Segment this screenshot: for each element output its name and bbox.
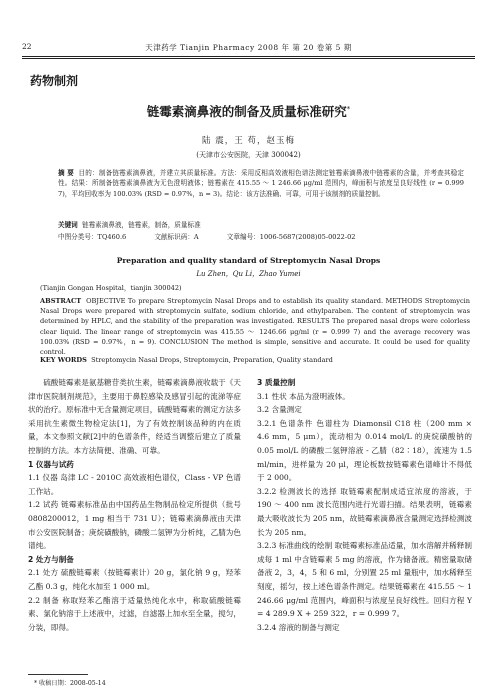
authors: 陆 震，王 苟，赵玉梅: [202, 136, 295, 146]
section-heading: 药物制剂: [30, 74, 79, 88]
journal-header: 天津药学 Tianjin Pharmacy 2008 年 第 20 卷第 5 期: [145, 43, 352, 52]
english-keywords-text: Streptomycin Nasal Drops, Streptomycin, Preparation, Quality standard: [91, 356, 333, 364]
paragraph-wavelength: 3.2.2 检测波长的选择 取链霉素配制成适宜浓度的溶液，于 190 ～ 400 nm 波长范围内进行光谱扫描。结果表明，链霉素最大吸收波长为 205 nm，故链霉素滴鼻液含量测定选择检测波长为 205 nm。: [257, 486, 472, 537]
abstract-cn-label: 摘 要: [58, 169, 74, 177]
abstract-cn: [58, 168, 464, 199]
heading-quality-control: 3 质量控制: [257, 378, 296, 387]
intro-paragraph: 硫酸链霉素是氨基糖苷类抗生素，链霉素滴鼻液收载于《天津市医院制剂规范》，主要用于鼻腔感染及感冒引起的流涕等症状的治疗。原标准中无含量测定项目，硫酸链霉素的测定方法多采用抗生素微生物检定法[1]，为了有效控制该品种的内在质量，本文参照文献[2]中的色谱条件，经适当调整后建立了质量控制的方法。本方法简便、准确、可靠。: [28, 378, 241, 455]
paragraph-preparation: 2.2 制备 称取羟苯乙酯溶于适量热纯化水中，称取硫酸链霉素、氯化钠溶于上述液中，过滤，自滤器上加水至全量，搅匀，分装，即得。: [28, 595, 241, 632]
paragraph-standard-curve: 3.2.3 标准曲线的绘制 取链霉素标准品适量，加水溶解并稀释制成每 1 ml 中含链霉素 5 mg 的溶液，作为储备液。精密量取储备液 2，3，4，5 和 6 ml，分别置 25 ml 量瓶中，加水稀释至刻度，摇匀，按上述色谱条件测定。结果链霉素在 415.55 ～ 1 246.66 μg/ml 范围内，峰面积与浓度呈良好线性。回归方程 Y = 4 289.9 X + 259 322，r = 0.999 7。: [257, 541, 472, 619]
article-title-text: 链霉素滴鼻液的制备及质量标准研究: [146, 104, 347, 119]
keywords-cn-label: 关键词: [58, 221, 78, 229]
english-abstract: [40, 296, 470, 357]
affiliation: (天津市公安医院，天津 300042): [196, 151, 301, 159]
paragraph-reagents: 1.2 试药 链霉素标准品由中国药品生物制品检定所提供（批号 0808200012，1 mg 相当于 731 U）；链霉素滴鼻液由天津市公安医院制备；庚烷磺酸钠，磷酸二氢钾为分析纯，乙腈为色谱纯。: [28, 500, 241, 551]
title-footnote-mark: *: [346, 104, 351, 113]
footnote: * 收稿日期：2008-05-14: [34, 680, 106, 687]
english-authors: Lu Zhen，Qu Li，Zhao Yumei: [196, 270, 301, 278]
paragraph-formula: 2.1 处方 硫酸链霉素（按链霉素计）20 g，氯化钠 9 g，羟苯乙酯 0.3 g，纯化水加至 1 000 ml。: [28, 568, 241, 591]
heading-instruments: 1 仪器与试药: [28, 459, 74, 469]
document-code: 文献标识码：A: [154, 233, 199, 241]
article-title: [40, 102, 457, 120]
paragraph-appearance: 3.1 性状 本品为澄明液体。: [257, 391, 350, 401]
classification-line: [58, 231, 464, 241]
english-abstract-label: ABSTRACT: [40, 297, 82, 305]
english-title: Preparation and quality standard of Streptomycin Nasal Drops: [116, 256, 381, 265]
footnote-rule: [28, 674, 88, 675]
body-left-column: [28, 376, 241, 634]
body-right-column: [257, 376, 472, 634]
heading-formulation: 2 处方与制备: [28, 554, 74, 564]
heading-assay: 3.2 含量测定: [257, 405, 302, 415]
english-abstract-text: OBJECTIVE To prepare Streptomycin Nasal Drops and to establish its quality standard. METHODS Streptomycin Nasal Drops were prepared with streptomycin sulfate, sodium chloride, and ethylparaben. The content of streptomycin was determined by HPLC, and the stability of the preparation was investigated. RESULTS The prepared nasal drops were colorless clear liquid. The linear range of streptomycin was 415.55 ～ 1246.66 μg/ml (r = 0.999 7) and the average recovery was 100.03% (RSD = 0.97%，n = 9). CONCLUSION The method is simple, sensitive and accurate. It could be used for quality control.: [40, 297, 470, 357]
keywords-cn: [58, 219, 464, 229]
english-keywords-label: KEY WORDS: [40, 356, 87, 364]
paragraph-instruments: 1.1 仪器 岛津 LC - 2010C 高效液相色谱仪，Class - VP 色谱工作站。: [28, 473, 241, 496]
english-affiliation: (Tianjin Gongan Hospital，tianjin 300042): [40, 284, 182, 292]
running-header: [22, 40, 475, 54]
clc-number: 中图分类号：TQ460.6: [58, 233, 127, 241]
header-rule-thin: [22, 58, 475, 59]
keywords-cn-text: 链霉素滴鼻液，链霉素，制备，质量标准: [81, 221, 201, 229]
paragraph-chromatography: 3.2.1 色谱条件 色谱柱为 Diamonsil C18 柱（200 mm × 4.6 mm，5 μm），流动相为 0.014 mol/L 的庚烷磺酸钠的 0.05 mol/L 的磷酸二氢钾溶液 - 乙腈（82∶18），流速为 1.5 ml/min，进样量为 20 μl，理论板数按链霉素色谱峰计不得低于 2 000。: [257, 418, 472, 483]
english-keywords: [40, 356, 470, 364]
header-rule: [22, 56, 475, 57]
abstract-cn-text: 目的：制备链霉素滴鼻液，并建立其质量标准。方法：采用反相高效液相色谱法测定链霉素滴鼻液中链霉素的含量，并考查其稳定性。结果：所制备链霉素滴鼻液为无色澄明液体；链霉素在 415.55 ～ 1 246.66 μg/ml 范围内，峰面积与浓度呈良好线性 (r = 0.999 7)，平均回收率为 100.03% (RSD = 0.97%，n = 3)。结论：该方法准确、可靠，可用于该制剂的质量控制。: [58, 169, 464, 198]
page-number: 22: [22, 42, 32, 51]
paragraph-solution-prep: 3.2.4 溶液的制备与测定: [257, 622, 340, 632]
article-number: 文章编号：1006-5687(2008)05-0022-02: [226, 233, 356, 241]
